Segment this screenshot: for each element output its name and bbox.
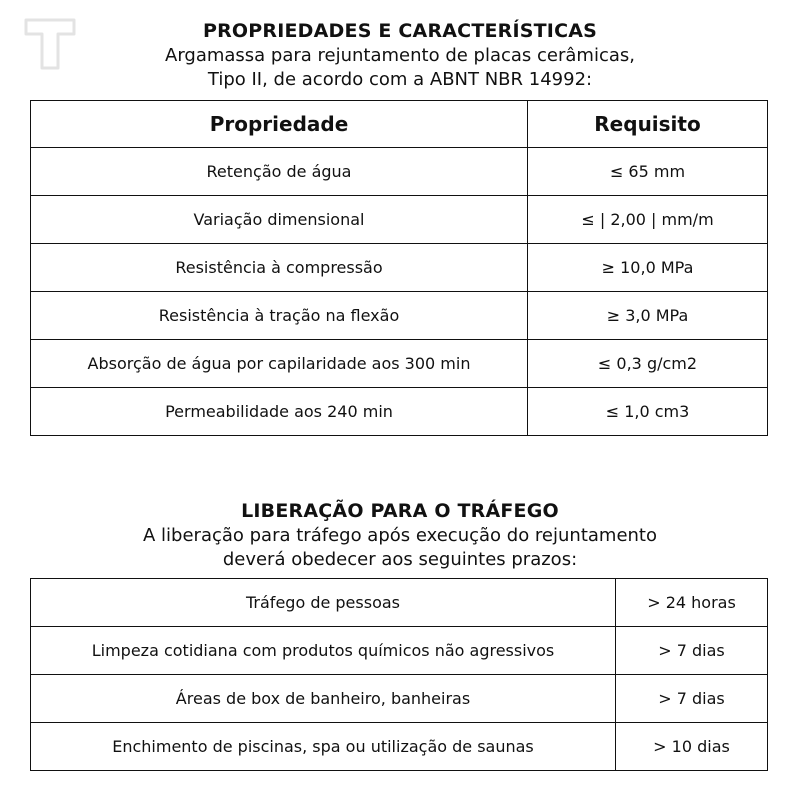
- time-cell: > 24 horas: [616, 579, 768, 627]
- table-row: [31, 292, 768, 340]
- use-cell: Enchimento de piscinas, spa ou utilização de saunas: [31, 723, 616, 771]
- table-row: [31, 579, 768, 627]
- table-row: [31, 723, 768, 771]
- use-cell: Áreas de box de banheiro, banheiras: [31, 675, 616, 723]
- property-cell: Permeabilidade aos 240 min: [31, 388, 528, 436]
- table-row: [31, 148, 768, 196]
- table-row: [31, 340, 768, 388]
- use-cell: Limpeza cotidiana com produtos químicos não agressivos: [31, 627, 616, 675]
- property-cell: Retenção de água: [31, 148, 528, 196]
- property-cell: Resistência à tração na flexão: [31, 292, 528, 340]
- requirement-cell: ≤ 1,0 cm3: [528, 388, 768, 436]
- requirement-cell: ≥ 3,0 MPa: [528, 292, 768, 340]
- time-cell: > 10 dias: [616, 723, 768, 771]
- time-cell: > 7 dias: [616, 627, 768, 675]
- header-property: Propriedade: [31, 101, 528, 148]
- table-header-row: [31, 101, 768, 148]
- property-cell: Absorção de água por capilaridade aos 300 min: [31, 340, 528, 388]
- table-row: [31, 675, 768, 723]
- time-cell: > 7 dias: [616, 675, 768, 723]
- properties-subtitle-line1: Argamassa para rejuntamento de placas cerâmicas,: [165, 45, 635, 66]
- traffic-title: LIBERAÇÃO PARA O TRÁFEGO: [241, 500, 559, 522]
- requirement-cell: ≥ 10,0 MPa: [528, 244, 768, 292]
- table-row: [31, 196, 768, 244]
- properties-subtitle-line2: Tipo II, de acordo com a ABNT NBR 14992:: [207, 69, 593, 90]
- requirement-cell: ≤ 0,3 g/cm2: [528, 340, 768, 388]
- table-row: [31, 388, 768, 436]
- traffic-subtitle-line1: A liberação para tráfego após execução do rejuntamento: [143, 525, 657, 546]
- header-requirement: Requisito: [528, 101, 768, 148]
- requirement-cell: ≤ 65 mm: [528, 148, 768, 196]
- requirement-cell: ≤ | 2,00 | mm/m: [528, 196, 768, 244]
- property-cell: Variação dimensional: [31, 196, 528, 244]
- properties-table: [30, 100, 768, 436]
- traffic-subtitle-line2: deverá obedecer aos seguintes prazos:: [222, 549, 578, 570]
- property-cell: Resistência à compressão: [31, 244, 528, 292]
- traffic-table: [30, 578, 768, 771]
- properties-title: PROPRIEDADES E CARACTERÍSTICAS: [202, 20, 598, 42]
- use-cell: Tráfego de pessoas: [31, 579, 616, 627]
- table-row: [31, 627, 768, 675]
- table-row: [31, 244, 768, 292]
